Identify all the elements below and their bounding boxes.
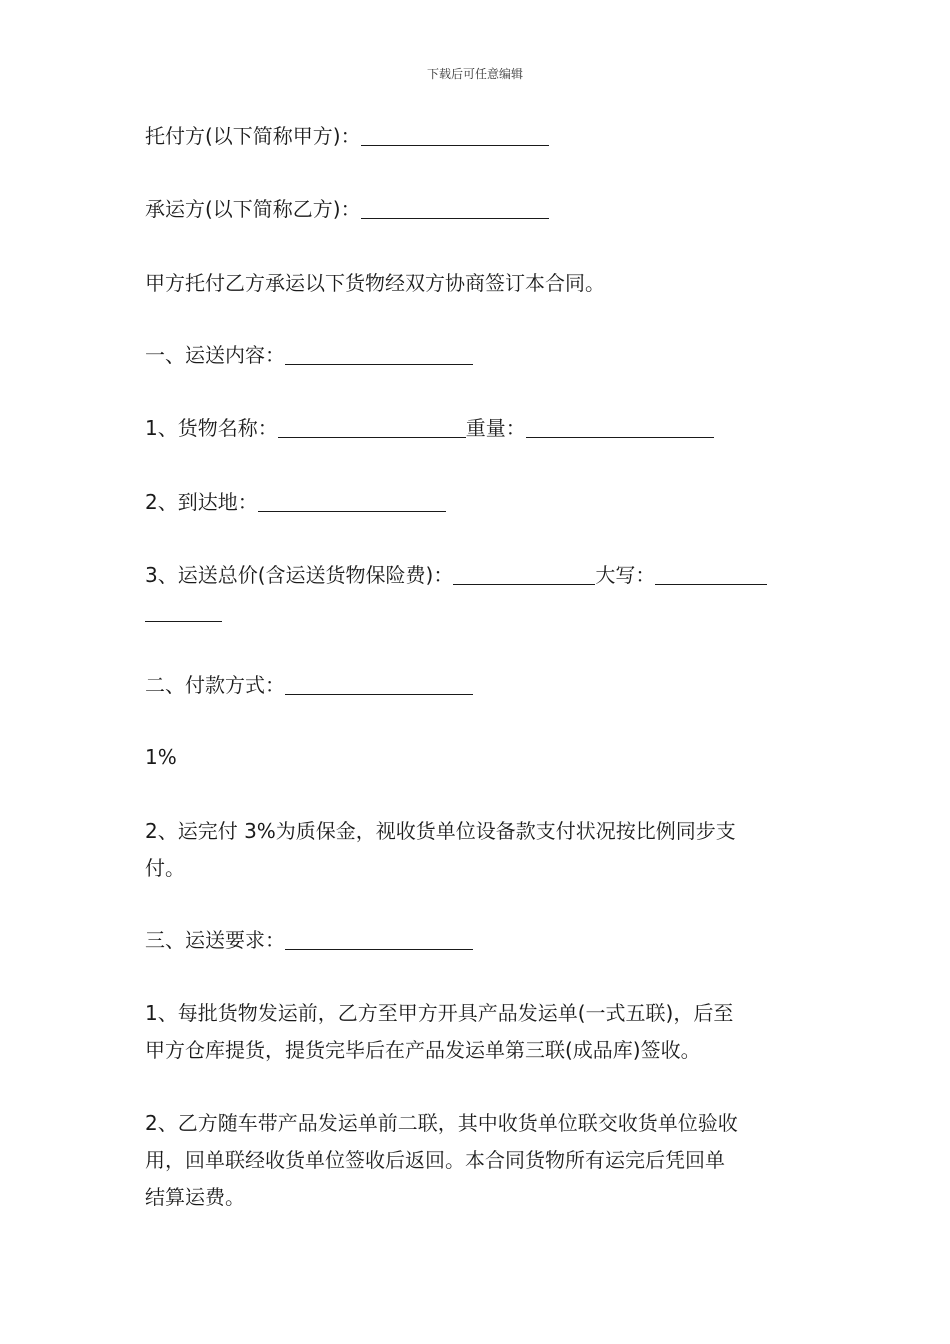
payment-item-1: 1% (145, 745, 177, 769)
consignor-blank (361, 123, 549, 146)
requirement-item-2-line-2: 用，回单联经收货单位签收后返回。本合同货物所有运完后凭回单 (145, 1148, 725, 1172)
capital-amount-blank (655, 562, 767, 585)
total-price-paragraph (145, 557, 810, 631)
requirement-item-2 (145, 1105, 810, 1216)
requirement-item-1 (145, 995, 810, 1069)
destination-blank (258, 489, 446, 512)
consignor-label: 托付方(以下简称甲方)： (145, 124, 361, 148)
goods-name-label: 1、货物名称： (145, 416, 278, 440)
section3-blank (285, 927, 473, 950)
section2-title: 二、付款方式： (145, 673, 285, 697)
total-price-line (145, 557, 810, 594)
total-price-label: 3、运送总价(含运送货物保险费)： (145, 563, 454, 587)
weight-label: 重量： (465, 416, 526, 440)
requirement-item-2-line-1: 2、乙方随车带产品发运单前二联，其中收货单位联交收货单位验收 (145, 1111, 738, 1135)
page-header: 下载后可任意编辑 (426, 67, 523, 81)
section3-title: 三、运送要求： (145, 928, 285, 952)
requirement-item-2-line-3: 结算运费。 (145, 1185, 245, 1209)
goods-name-blank (278, 415, 466, 438)
total-price-line-2 (145, 594, 810, 631)
goods-name-line (145, 410, 810, 447)
consignor-line (145, 118, 810, 155)
destination-label: 2、到达地： (145, 490, 258, 514)
section2-heading (145, 667, 810, 704)
section1-heading (145, 337, 810, 374)
section2-blank (285, 672, 473, 695)
section1-blank (285, 342, 473, 365)
total-price-blank (453, 562, 595, 585)
weight-blank (526, 415, 714, 438)
payment-item-2-line-2: 付。 (145, 856, 185, 880)
intro-paragraph: 甲方托付乙方承运以下货物经双方协商签订本合同。 (145, 271, 605, 295)
carrier-label: 承运方(以下简称乙方)： (145, 197, 361, 221)
carrier-blank (361, 196, 549, 219)
payment-item-2 (145, 813, 810, 887)
capital-amount-label: 大写： (595, 563, 656, 587)
section1-title: 一、运送内容： (145, 343, 285, 367)
carrier-line (145, 191, 810, 228)
section3-heading (145, 922, 810, 959)
requirement-item-1-line-2: 甲方仓库提货，提货完毕后在产品发运单第三联(成品库)签收。 (145, 1038, 701, 1062)
payment-item-2-line-1: 2、运完付 3%为质保金，视收货单位设备款支付状况按比例同步支 (145, 819, 736, 843)
destination-line (145, 484, 810, 521)
requirement-item-1-line-1: 1、每批货物发运前，乙方至甲方开具产品发运单(一式五联)，后至 (145, 1001, 734, 1025)
capital-amount-blank-continued (145, 599, 222, 622)
